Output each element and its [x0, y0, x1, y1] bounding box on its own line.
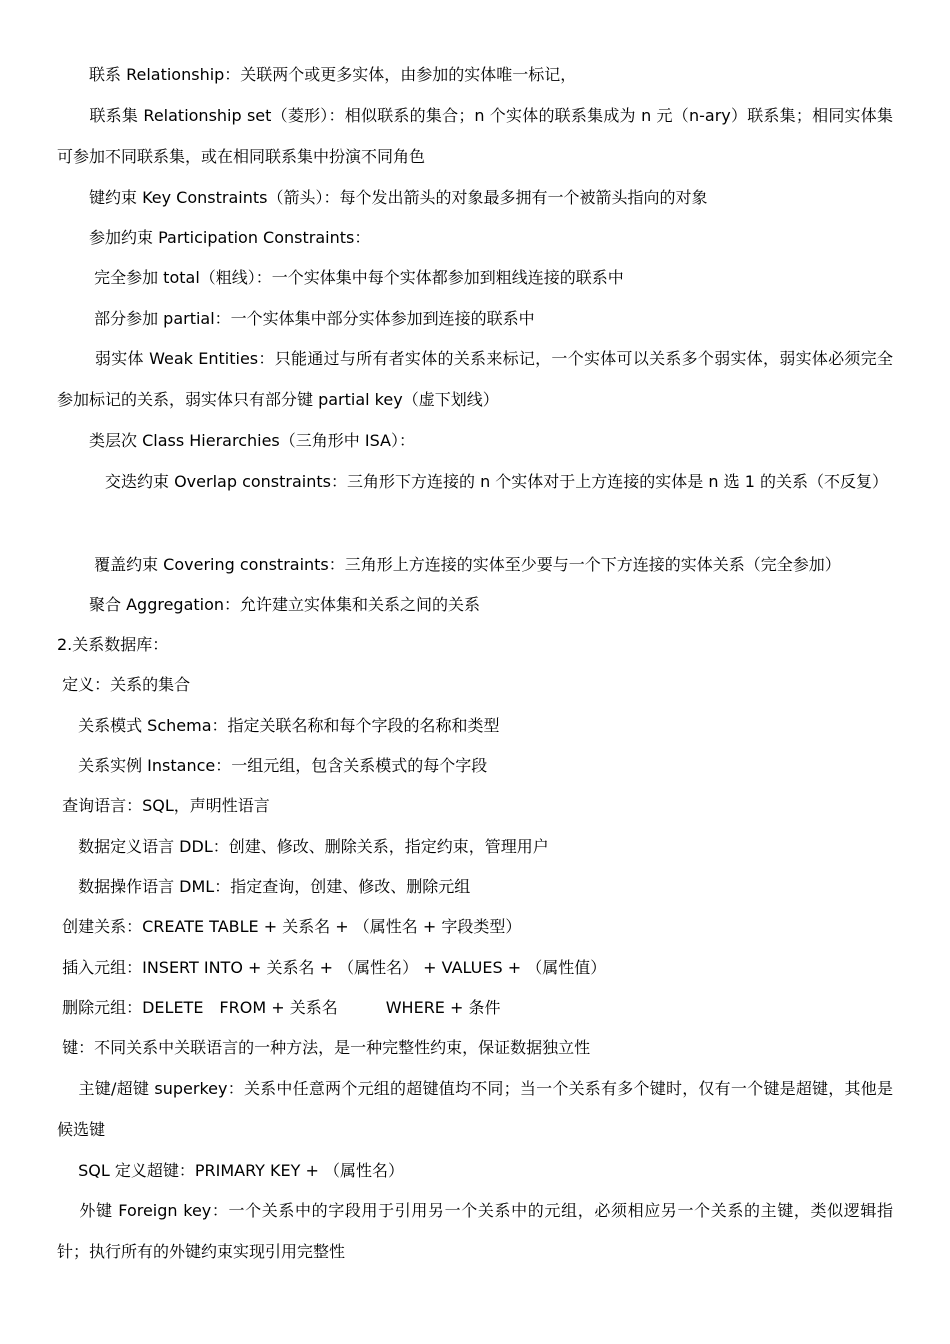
paragraph-superkey: 主键/超键 superkey：关系中任意两个元组的超键值均不同；当一个关系有多个键时，仅有一个键是超键，其他是候选键	[57, 1079, 893, 1139]
paragraph-weak-entities: 弱实体 Weak Entities：只能通过与所有者实体的关系来标记，一个实体可以关系多个弱实体，弱实体必须完全参加标记的关系，弱实体只有部分键 partial key（虚下划线）	[57, 349, 893, 409]
paragraph-total-participation: 完全参加 total（粗线）：一个实体集中每个实体都参加到粗线连接的联系中	[57, 268, 624, 287]
paragraph-class-hierarchies: 类层次 Class Hierarchies（三角形中 ISA）：	[57, 431, 415, 450]
section-heading-relational-db: 2.关系数据库：	[57, 635, 169, 654]
paragraph-overlap-constraints: 交迭约束 Overlap constraints：三角形下方连接的 n 个实体对于上方连接的实体是 n 选 1 的关系（不反复）	[57, 472, 888, 491]
paragraph-insert-into: 插入元组：INSERT INTO + 关系名 + （属性名） + VALUES + （属性值）	[57, 958, 607, 977]
paragraph-partial-participation: 部分参加 partial：一个实体集中部分实体参加到连接的联系中	[57, 309, 535, 328]
paragraph-participation-constraints: 参加约束 Participation Constraints：	[57, 228, 371, 247]
paragraph-keys: 键：不同关系中关联语言的一种方法，是一种完整性约束，保证数据独立性	[57, 1038, 591, 1057]
paragraph-sql-primary-key: SQL 定义超键：PRIMARY KEY + （属性名）	[57, 1161, 404, 1180]
paragraph-covering-constraints: 覆盖约束 Covering constraints：三角形上方连接的实体至少要与一个下方连接的实体关系（完全参加）	[57, 555, 841, 574]
paragraph-dml: 数据操作语言 DML：指定查询，创建、修改、删除元组	[57, 877, 471, 896]
paragraph-instance: 关系实例 Instance：一组元组，包含关系模式的每个字段	[57, 756, 488, 775]
paragraph-query-language: 查询语言：SQL，声明性语言	[57, 796, 270, 815]
paragraph-delete-from: 删除元组：DELETE FROM + 关系名 WHERE + 条件	[57, 998, 501, 1017]
paragraph-relationship-set: 联系集 Relationship set（菱形）：相似联系的集合；n 个实体的联系集成为 n 元（n-ary）联系集；相同实体集可参加不同联系集，或在相同联系集中扮演不同角色	[57, 106, 893, 166]
paragraph-create-table: 创建关系：CREATE TABLE + 关系名 + （属性名 + 字段类型）	[57, 917, 522, 936]
paragraph-key-constraints: 键约束 Key Constraints（箭头）：每个发出箭头的对象最多拥有一个被箭头指向的对象	[57, 188, 708, 207]
paragraph-ddl: 数据定义语言 DDL：创建、修改、删除关系，指定约束，管理用户	[57, 837, 549, 856]
paragraph-relationship: 联系 Relationship：关联两个或更多实体，由参加的实体唯一标记，	[57, 65, 577, 84]
paragraph-definition: 定义：关系的集合	[57, 675, 191, 694]
paragraph-aggregation: 聚合 Aggregation：允许建立实体集和关系之间的关系	[57, 595, 481, 614]
paragraph-schema: 关系模式 Schema：指定关联名称和每个字段的名称和类型	[57, 716, 500, 735]
paragraph-foreign-key: 外键 Foreign key：一个关系中的字段用于引用另一个关系中的元组，必须相应另一个关系的主键，类似逻辑指针；执行所有的外键约束实现引用完整性	[57, 1201, 893, 1261]
